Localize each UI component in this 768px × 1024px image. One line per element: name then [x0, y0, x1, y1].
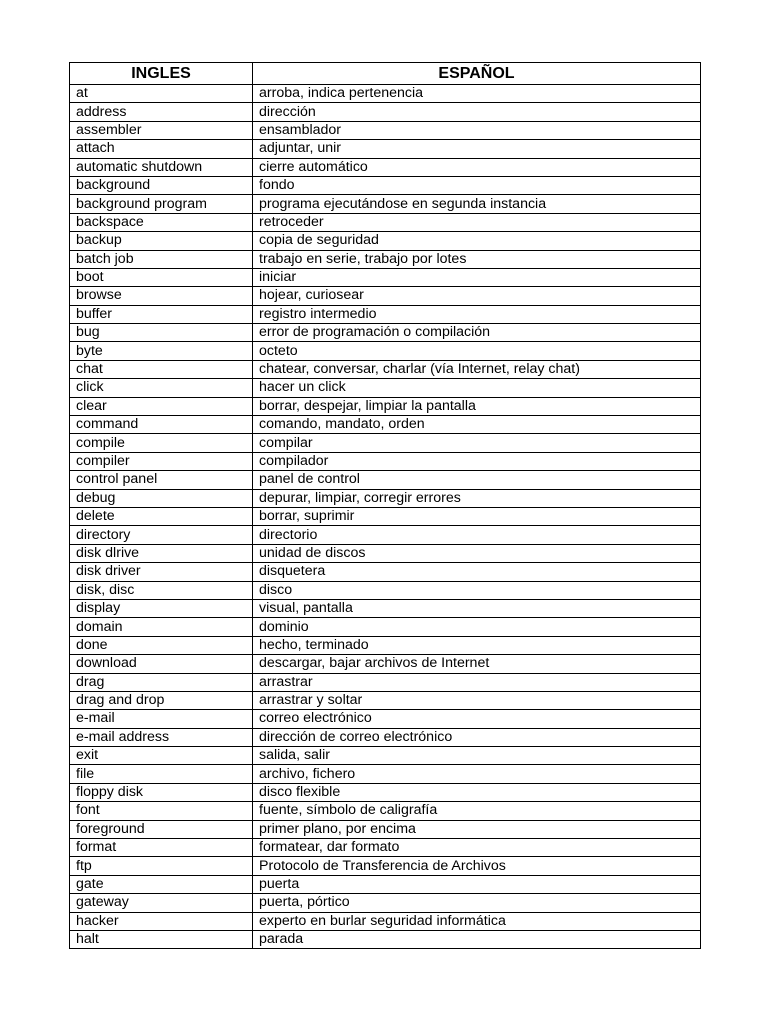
term-spanish: primer plano, por encima — [253, 820, 701, 838]
term-english: gate — [70, 875, 253, 893]
glossary-table — [69, 62, 701, 949]
term-english: at — [70, 85, 253, 103]
table-row — [70, 820, 701, 838]
term-spanish: borrar, despejar, limpiar la pantalla — [253, 397, 701, 415]
term-spanish: retroceder — [253, 213, 701, 231]
term-english: disk driver — [70, 563, 253, 581]
term-english: command — [70, 416, 253, 434]
term-spanish: hecho, terminado — [253, 636, 701, 654]
term-english: control panel — [70, 471, 253, 489]
term-english: ftp — [70, 857, 253, 875]
term-english: hacker — [70, 912, 253, 930]
term-spanish: compilador — [253, 452, 701, 470]
term-english: exit — [70, 747, 253, 765]
table-row — [70, 452, 701, 470]
term-spanish: iniciar — [253, 268, 701, 286]
table-row — [70, 158, 701, 176]
table-row — [70, 342, 701, 360]
term-spanish: borrar, suprimir — [253, 507, 701, 525]
table-row — [70, 581, 701, 599]
term-english: delete — [70, 507, 253, 525]
table-row — [70, 912, 701, 930]
term-english: download — [70, 655, 253, 673]
table-row — [70, 728, 701, 746]
term-english: domain — [70, 618, 253, 636]
term-english: format — [70, 839, 253, 857]
table-row — [70, 287, 701, 305]
term-english: chat — [70, 360, 253, 378]
term-spanish: dirección — [253, 103, 701, 121]
term-english: compile — [70, 434, 253, 452]
term-spanish: arrastrar y soltar — [253, 691, 701, 709]
table-row — [70, 563, 701, 581]
table-row — [70, 655, 701, 673]
term-english: byte — [70, 342, 253, 360]
term-spanish: octeto — [253, 342, 701, 360]
table-row — [70, 673, 701, 691]
table-row — [70, 85, 701, 103]
term-english: file — [70, 765, 253, 783]
term-english: backup — [70, 232, 253, 250]
table-row — [70, 930, 701, 948]
table-row — [70, 434, 701, 452]
term-spanish: parada — [253, 930, 701, 948]
term-english: browse — [70, 287, 253, 305]
term-english: background — [70, 176, 253, 194]
table-row — [70, 507, 701, 525]
term-spanish: programa ejecutándose en segunda instancia — [253, 195, 701, 213]
term-spanish: fuente, símbolo de caligrafía — [253, 802, 701, 820]
term-english: buffer — [70, 305, 253, 323]
term-english: floppy disk — [70, 783, 253, 801]
term-english: automatic shutdown — [70, 158, 253, 176]
header-ingles: INGLES — [70, 63, 253, 85]
term-spanish: chatear, conversar, charlar (vía Internet, relay chat) — [253, 360, 701, 378]
table-row — [70, 397, 701, 415]
term-english: e-mail — [70, 710, 253, 728]
term-spanish: puerta, pórtico — [253, 894, 701, 912]
term-english: bug — [70, 324, 253, 342]
term-spanish: disco — [253, 581, 701, 599]
term-english: background program — [70, 195, 253, 213]
term-english: drag and drop — [70, 691, 253, 709]
table-row — [70, 305, 701, 323]
table-row — [70, 544, 701, 562]
term-spanish: ensamblador — [253, 121, 701, 139]
table-row — [70, 416, 701, 434]
table-row — [70, 857, 701, 875]
term-spanish: trabajo en serie, trabajo por lotes — [253, 250, 701, 268]
table-row — [70, 691, 701, 709]
term-spanish: formatear, dar formato — [253, 839, 701, 857]
table-row — [70, 875, 701, 893]
term-spanish: panel de control — [253, 471, 701, 489]
term-english: click — [70, 379, 253, 397]
term-spanish: puerta — [253, 875, 701, 893]
term-spanish: hojear, curiosear — [253, 287, 701, 305]
term-spanish: copia de seguridad — [253, 232, 701, 250]
term-spanish: directorio — [253, 526, 701, 544]
term-english: display — [70, 599, 253, 617]
term-spanish: comando, mandato, orden — [253, 416, 701, 434]
term-english: directory — [70, 526, 253, 544]
table-row — [70, 802, 701, 820]
table-row — [70, 783, 701, 801]
term-spanish: visual, pantalla — [253, 599, 701, 617]
term-english: batch job — [70, 250, 253, 268]
table-row — [70, 213, 701, 231]
table-row — [70, 894, 701, 912]
term-spanish: disquetera — [253, 563, 701, 581]
term-english: halt — [70, 930, 253, 948]
term-spanish: depurar, limpiar, corregir errores — [253, 489, 701, 507]
term-english: debug — [70, 489, 253, 507]
term-english: gateway — [70, 894, 253, 912]
table-row — [70, 121, 701, 139]
table-row — [70, 489, 701, 507]
table-row — [70, 268, 701, 286]
term-spanish: dominio — [253, 618, 701, 636]
term-spanish: fondo — [253, 176, 701, 194]
term-english: disk dlrive — [70, 544, 253, 562]
table-row — [70, 636, 701, 654]
table-row — [70, 195, 701, 213]
term-spanish: correo electrónico — [253, 710, 701, 728]
term-spanish: error de programación o compilación — [253, 324, 701, 342]
term-spanish: hacer un click — [253, 379, 701, 397]
term-english: done — [70, 636, 253, 654]
term-english: attach — [70, 140, 253, 158]
table-row — [70, 232, 701, 250]
term-spanish: dirección de correo electrónico — [253, 728, 701, 746]
term-english: address — [70, 103, 253, 121]
term-english: assembler — [70, 121, 253, 139]
term-english: drag — [70, 673, 253, 691]
term-spanish: registro intermedio — [253, 305, 701, 323]
term-english: disk, disc — [70, 581, 253, 599]
term-spanish: archivo, fichero — [253, 765, 701, 783]
term-spanish: descargar, bajar archivos de Internet — [253, 655, 701, 673]
term-english: backspace — [70, 213, 253, 231]
table-row — [70, 360, 701, 378]
table-row — [70, 103, 701, 121]
term-spanish: adjuntar, unir — [253, 140, 701, 158]
term-spanish: unidad de discos — [253, 544, 701, 562]
table-row — [70, 747, 701, 765]
table-row — [70, 250, 701, 268]
term-english: foreground — [70, 820, 253, 838]
table-row — [70, 765, 701, 783]
term-english: clear — [70, 397, 253, 415]
term-spanish: disco flexible — [253, 783, 701, 801]
table-row — [70, 710, 701, 728]
term-spanish: Protocolo de Transferencia de Archivos — [253, 857, 701, 875]
table-row — [70, 471, 701, 489]
table-row — [70, 526, 701, 544]
term-spanish: arrastrar — [253, 673, 701, 691]
table-row — [70, 379, 701, 397]
table-row — [70, 140, 701, 158]
header-row — [70, 63, 701, 85]
term-english: compiler — [70, 452, 253, 470]
table-row — [70, 839, 701, 857]
term-spanish: cierre automático — [253, 158, 701, 176]
term-english: boot — [70, 268, 253, 286]
glossary-body — [70, 85, 701, 949]
table-row — [70, 599, 701, 617]
term-english: font — [70, 802, 253, 820]
table-row — [70, 324, 701, 342]
term-spanish: arroba, indica pertenencia — [253, 85, 701, 103]
table-row — [70, 618, 701, 636]
term-spanish: experto en burlar seguridad informática — [253, 912, 701, 930]
table-row — [70, 176, 701, 194]
term-spanish: salida, salir — [253, 747, 701, 765]
header-espanol: ESPAÑOL — [253, 63, 701, 85]
term-spanish: compilar — [253, 434, 701, 452]
term-english: e-mail address — [70, 728, 253, 746]
